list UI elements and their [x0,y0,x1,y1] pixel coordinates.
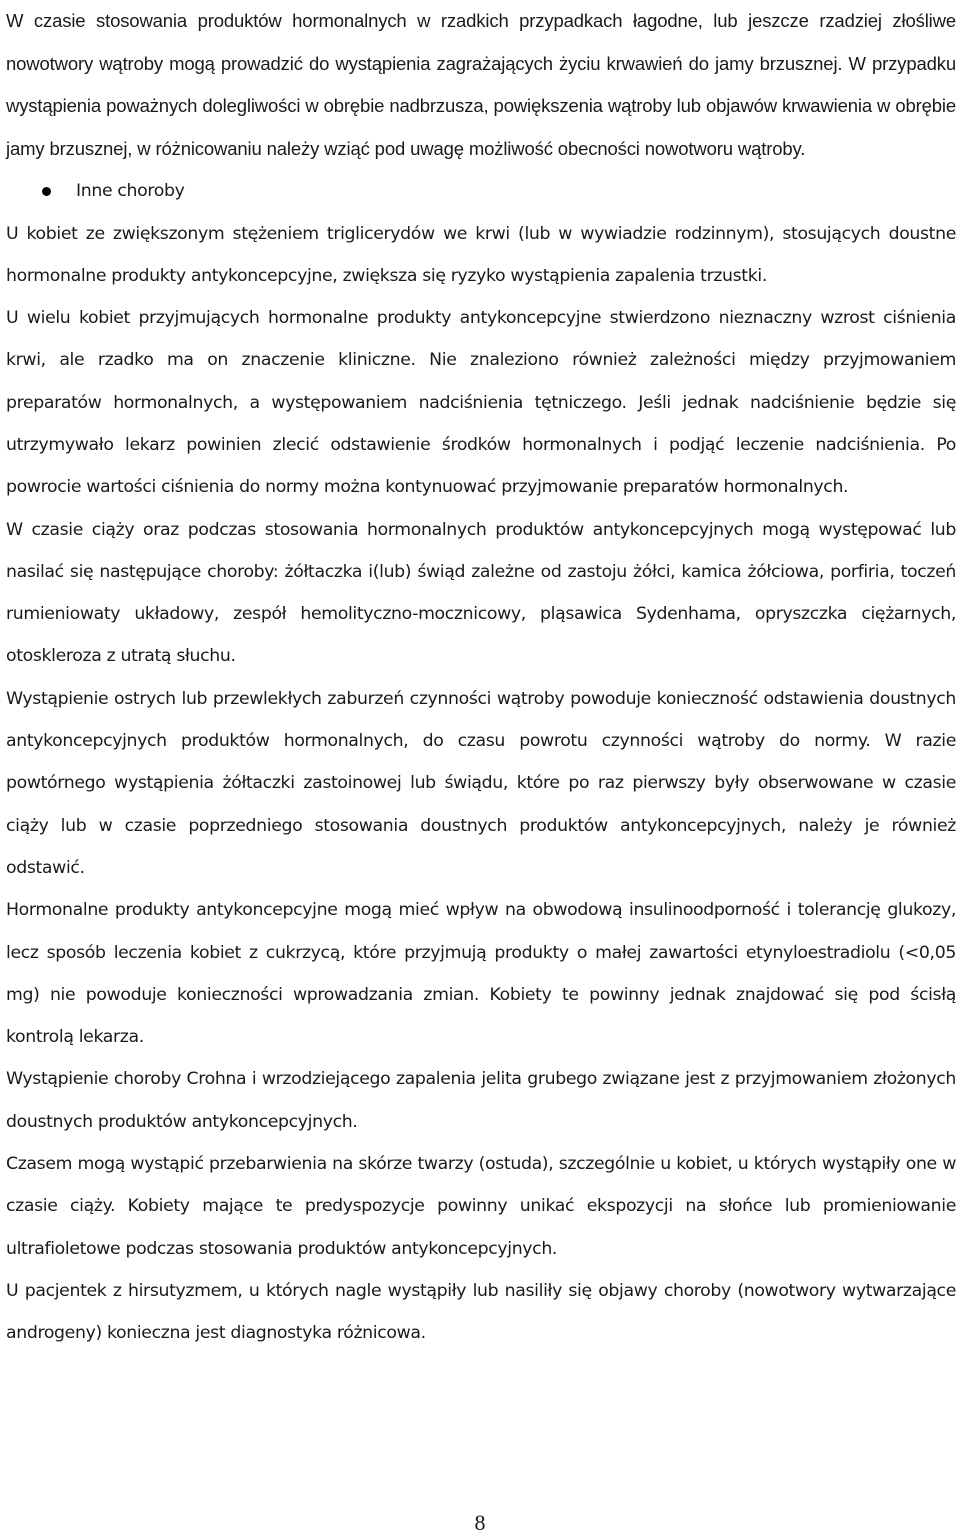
bullet-heading-other-diseases [6,170,956,213]
paragraph-pregnancy-diseases: W czasie ciąży oraz podczas stosowania hormonalnych produktów antykoncepcyjnych mogą występować lub nasilać się następujące choroby: żółtaczka i(lub) świąd zależne od zastoju żółci, kamica żółciowa, porfiria, toczeń rumieniowaty układowy, zespół hemolityczno-mocznicowy, pląsawica Sydenhama, opryszczka ciężarnych, otoskleroza z utratą słuchu. [6,519,956,667]
paragraph-liver-tumors: W czasie stosowania produktów hormonalnych w rzadkich przypadkach łagodne, lub jeszcze rzadziej złośliwe nowotwory wątroby mogą prowadzić do wystąpienia zagrażających życiu krwawień do jamy brzusznej. W przypadku wystąpienia poważnych dolegliwości w obrębie nadbrzusza, powiększenia wątroby lub objawów krwawienia w obrębie jamy brzusznej, w różnicowaniu należy wziąć pod uwagę możliwość obecności nowotworu wątroby. [6,10,956,159]
paragraph-insulin: Hormonalne produkty antykoncepcyjne mogą mieć wpływ na obwodową insulinoodporność i tolerancję glukozy, lecz sposób leczenia kobiet z cukrzycą, które przyjmują produkty o małej zawartości etynyloestradiolu (<0,05 mg) nie powoduje konieczności wprowadzania zmian. Kobiety te powinny jednak znajdować się pod ścisłą kontrolą lekarza. [6,900,956,1048]
paragraph-triglycerides: U kobiet ze zwiększonym stężeniem triglicerydów we krwi (lub w wywiadzie rodzinnym), stosujących doustne hormonalne produkty antykoncepcyjne, zwiększa się ryzyko wystąpienia zapalenia trzustki. [6,223,956,286]
paragraph-chloasma: Czasem mogą wystąpić przebarwienia na skórze twarzy (ostuda), szczególnie u kobiet, u których wystąpiły one w czasie ciąży. Kobiety mające te predyspozycje powinny unikać ekspozycji na słońce lub promieniowanie ultrafioletowe podczas stosowania produktów antykoncepcyjnych. [6,1154,956,1259]
paragraph-liver-function: Wystąpienie ostrych lub przewlekłych zaburzeń czynności wątroby powoduje konieczność odstawienia doustnych antykoncepcyjnych produktów hormonalnych, do czasu powrotu czynności wątroby do normy. W razie powtórnego wystąpienia żółtaczki zastoinowej lub świądu, które po raz pierwszy były obserwowane w czasie ciąży lub w czasie poprzedniego stosowania doustnych produktów antykoncepcyjnych, należy je również odstawić. [6,688,956,878]
paragraph-crohn: Wystąpienie choroby Crohna i wrzodziejącego zapalenia jelita grubego związane jest z przyjmowaniem złożonych doustnych produktów antykoncepcyjnych. [6,1069,956,1132]
bullet-icon [42,187,51,196]
page-number: 8 [474,1510,486,1535]
paragraph-blood-pressure: U wielu kobiet przyjmujących hormonalne produkty antykoncepcyjne stwierdzono nieznaczny wzrost ciśnienia krwi, ale rzadko ma on znaczenie kliniczne. Nie znaleziono również zależności między przyjmowaniem preparatów hormonalnych, a występowaniem nadciśnienia tętniczego. Jeśli jednak nadciśnienie będzie się utrzymywało lekarz powinien zlecić odstawienie środków hormonalnych i podjąć leczenie nadciśnienia. Po powrocie wartości ciśnienia do normy można kontynuować przyjmowanie preparatów hormonalnych. [6,308,956,498]
paragraph-hirsutism: U pacjentek z hirsutyzmem, u których nagle wystąpiły lub nasiliły się objawy choroby (nowotwory wytwarzające androgeny) konieczna jest diagnostyka różnicowa. [6,1280,956,1344]
document-page [6,0,956,1355]
section-heading: Inne choroby [76,181,185,201]
